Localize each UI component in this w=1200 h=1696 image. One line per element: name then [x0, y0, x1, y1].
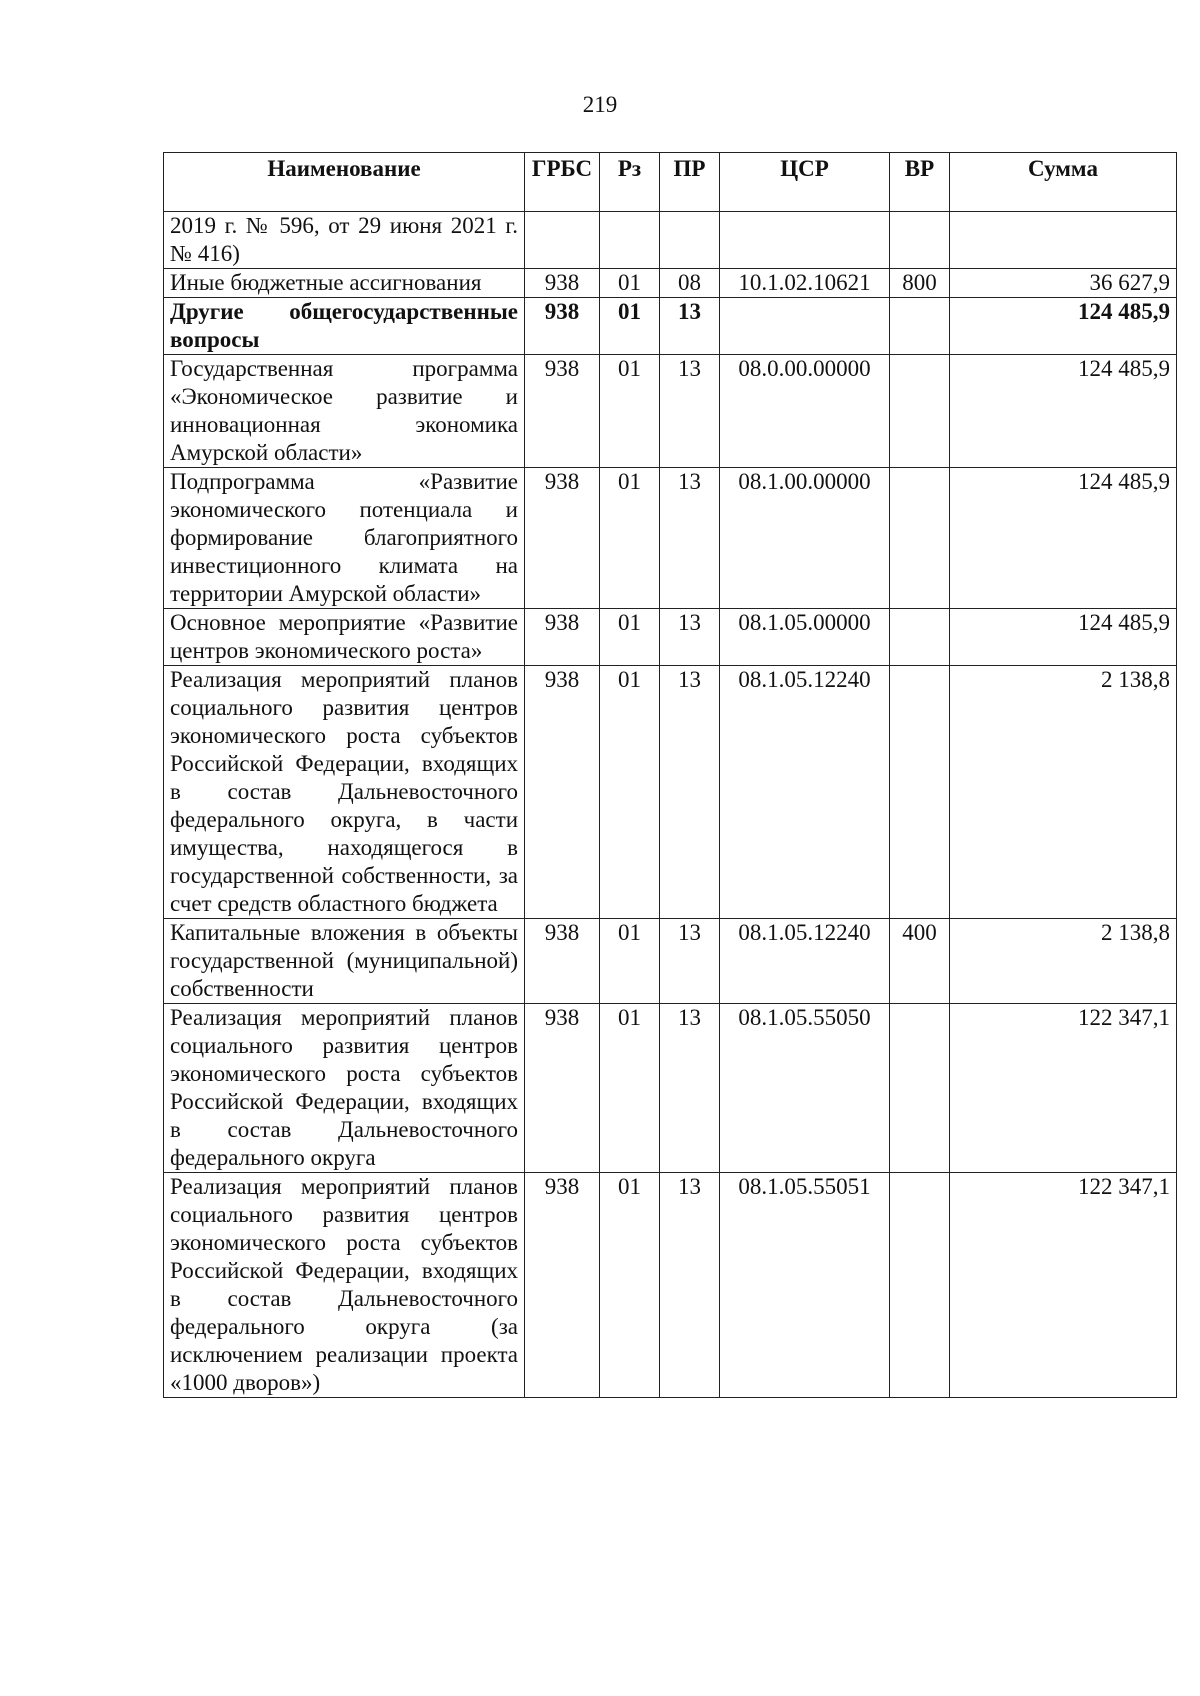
cell-csr: 08.1.05.12240 — [720, 666, 890, 919]
cell-name: Реализация мероприятий планов социального развития центров экономического роста субъектов Российской Федерации, входящих в состав Дальневосточного федерального округа, в части имущества, находящегося в государственной собственности, за счет средств областного бюджета — [164, 666, 525, 919]
cell-pr: 13 — [660, 919, 720, 1004]
cell-grbs: 938 — [525, 468, 600, 609]
cell-vr — [890, 298, 950, 355]
header-csr: ЦСР — [720, 153, 890, 212]
cell-vr — [890, 212, 950, 269]
cell-grbs: 938 — [525, 355, 600, 468]
cell-sum: 122 347,1 — [950, 1004, 1177, 1173]
cell-csr: 08.1.00.00000 — [720, 468, 890, 609]
cell-vr — [890, 355, 950, 468]
cell-vr — [890, 468, 950, 609]
cell-sum: 124 485,9 — [950, 355, 1177, 468]
cell-csr: 08.1.05.55050 — [720, 1004, 890, 1173]
cell-csr: 08.1.05.00000 — [720, 609, 890, 666]
cell-rz: 01 — [600, 269, 660, 298]
table-row — [164, 666, 1177, 919]
cell-rz — [600, 212, 660, 269]
cell-sum — [950, 212, 1177, 269]
cell-pr: 13 — [660, 468, 720, 609]
cell-sum: 124 485,9 — [950, 468, 1177, 609]
cell-name: Подпрограмма «Развитие экономического потенциала и формирование благоприятного инвестиционного климата на территории Амурской области» — [164, 468, 525, 609]
cell-grbs: 938 — [525, 666, 600, 919]
cell-rz: 01 — [600, 919, 660, 1004]
cell-sum: 2 138,8 — [950, 666, 1177, 919]
cell-sum: 124 485,9 — [950, 298, 1177, 355]
page-number: 219 — [582, 92, 618, 117]
cell-csr — [720, 298, 890, 355]
cell-grbs: 938 — [525, 609, 600, 666]
cell-csr: 08.0.00.00000 — [720, 355, 890, 468]
cell-vr — [890, 609, 950, 666]
cell-csr: 08.1.05.55051 — [720, 1173, 890, 1398]
header-sum: Сумма — [950, 153, 1177, 212]
table-row — [164, 298, 1177, 355]
cell-pr: 13 — [660, 1004, 720, 1173]
header-grbs: ГРБС — [525, 153, 600, 212]
cell-name: Капитальные вложения в объекты государственной (муниципальной) собственности — [164, 919, 525, 1004]
table-row — [164, 1004, 1177, 1173]
cell-grbs: 938 — [525, 298, 600, 355]
cell-vr: 400 — [890, 919, 950, 1004]
cell-pr: 13 — [660, 666, 720, 919]
cell-rz: 01 — [600, 1004, 660, 1173]
cell-name: Государственная программа «Экономическое развитие и инновационная экономика Амурской области» — [164, 355, 525, 468]
cell-grbs: 938 — [525, 269, 600, 298]
cell-pr — [660, 212, 720, 269]
cell-name: Реализация мероприятий планов социального развития центров экономического роста субъектов Российской Федерации, входящих в состав Дальневосточного федерального округа — [164, 1004, 525, 1173]
cell-vr — [890, 1173, 950, 1398]
cell-pr: 13 — [660, 355, 720, 468]
header-vr: ВР — [890, 153, 950, 212]
cell-pr: 08 — [660, 269, 720, 298]
header-rz: Рз — [600, 153, 660, 212]
cell-name: Иные бюджетные ассигнования — [164, 269, 525, 298]
cell-grbs: 938 — [525, 1173, 600, 1398]
table-row — [164, 609, 1177, 666]
header-pr: ПР — [660, 153, 720, 212]
cell-rz: 01 — [600, 666, 660, 919]
cell-grbs: 938 — [525, 1004, 600, 1173]
cell-pr: 13 — [660, 1173, 720, 1398]
cell-sum: 124 485,9 — [950, 609, 1177, 666]
cell-pr: 13 — [660, 298, 720, 355]
cell-name: Другие общегосударственные вопросы — [164, 298, 525, 355]
cell-pr: 13 — [660, 609, 720, 666]
table-row — [164, 919, 1177, 1004]
cell-name: Основное мероприятие «Развитие центров экономического роста» — [164, 609, 525, 666]
cell-rz: 01 — [600, 609, 660, 666]
cell-grbs — [525, 212, 600, 269]
cell-vr — [890, 1004, 950, 1173]
cell-sum: 36 627,9 — [950, 269, 1177, 298]
cell-sum: 2 138,8 — [950, 919, 1177, 1004]
cell-sum: 122 347,1 — [950, 1173, 1177, 1398]
cell-rz: 01 — [600, 1173, 660, 1398]
cell-rz: 01 — [600, 355, 660, 468]
cell-rz: 01 — [600, 468, 660, 609]
table-row — [164, 355, 1177, 468]
table-row — [164, 269, 1177, 298]
table-row — [164, 212, 1177, 269]
header-name: Наименование — [164, 153, 525, 212]
cell-rz: 01 — [600, 298, 660, 355]
cell-csr: 08.1.05.12240 — [720, 919, 890, 1004]
cell-vr: 800 — [890, 269, 950, 298]
cell-vr — [890, 666, 950, 919]
table-row — [164, 468, 1177, 609]
table-header-row — [164, 153, 1177, 212]
cell-csr: 10.1.02.10621 — [720, 269, 890, 298]
cell-csr — [720, 212, 890, 269]
cell-name: Реализация мероприятий планов социального развития центров экономического роста субъектов Российской Федерации, входящих в состав Дальневосточного федерального округа (за исключением реализации проекта «1000 дворов») — [164, 1173, 525, 1398]
budget-table — [163, 152, 1177, 1398]
table-row — [164, 1173, 1177, 1398]
cell-name: 2019 г. № 596, от 29 июня 2021 г. № 416) — [164, 212, 525, 269]
cell-grbs: 938 — [525, 919, 600, 1004]
